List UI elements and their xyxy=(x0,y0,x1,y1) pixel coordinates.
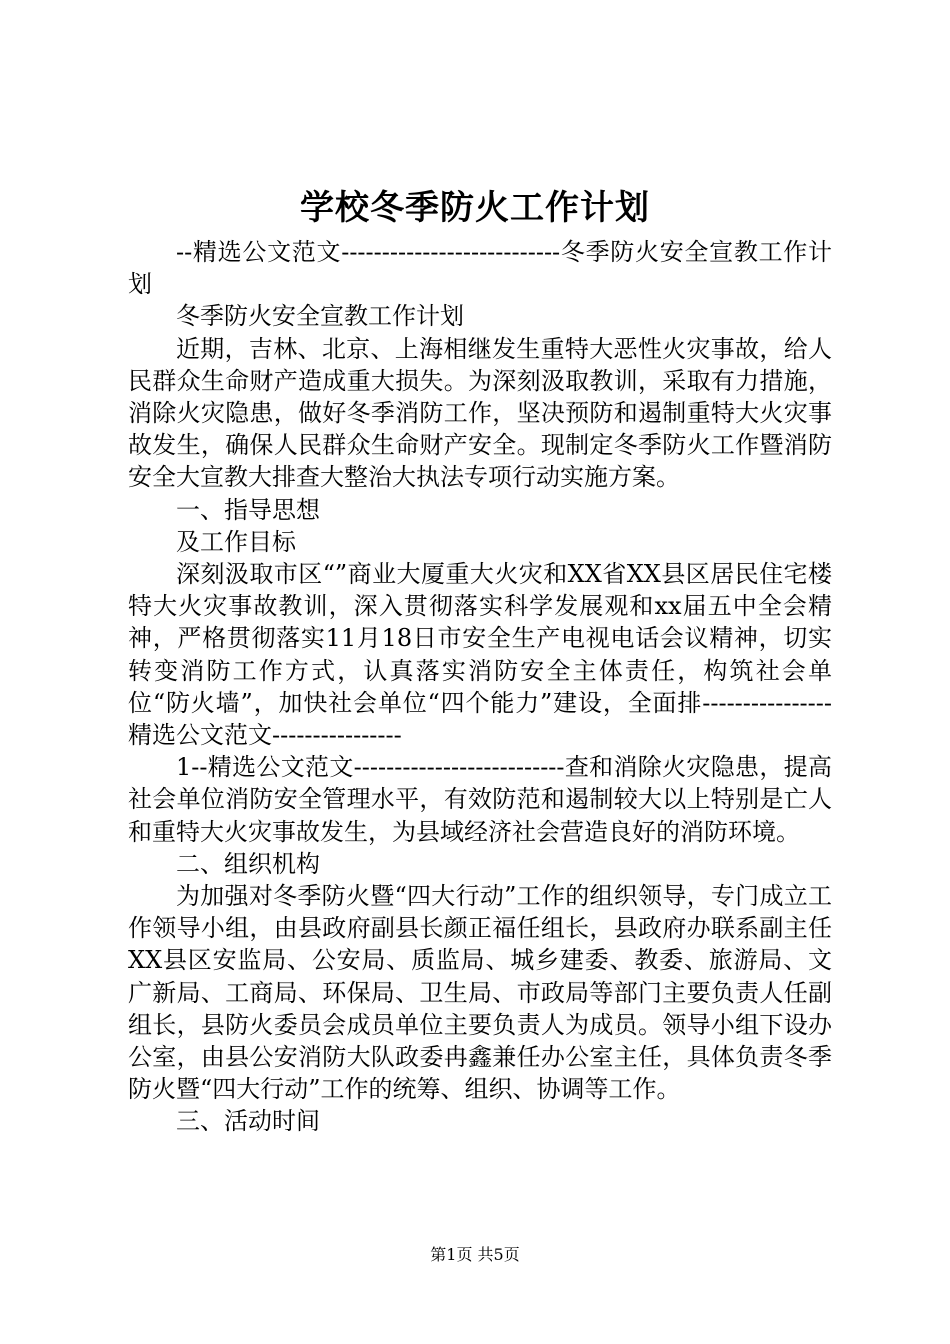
section-heading-2: 二、组织机构 xyxy=(176,849,320,878)
document-body xyxy=(128,236,832,1138)
section-heading-3: 三、活动时间 xyxy=(176,1107,320,1136)
guiding-ideology-continued-paragraph: 1--精选公文范文--------------------------查和消除火灾隐患，提高社会单位消防安全管理水平，有效防范和遏制较大以上特别是亡人和重特大火灾事故发生，为县域经济社会营造良好的消防环境。 xyxy=(128,753,832,846)
intro-paragraph: 近期，吉林、北京、上海相继发生重特大恶性火灾事故，给人民群众生命财产造成重大损失。为深刻汲取教训，采取有力措施，消除火灾隐患，做好冬季消防工作，坚决预防和遏制重特大火灾事故发生，确保人民群众生命财产安全。现制定冬季防火工作暨消防安全大宣教大排查大整治大执法专项行动实施方案。 xyxy=(128,334,832,492)
section-heading-1: 一、指导思想 xyxy=(176,495,320,524)
section-heading-1-continued: 及工作目标 xyxy=(176,527,296,556)
subtitle-paragraph: 冬季防火安全宣教工作计划 xyxy=(176,302,464,331)
guiding-ideology-paragraph: 深刻汲取市区“”商业大厦重大火灾和XX省XX县区居民住宅楼特大火灾事故教训，深入贯彻落实科学发展观和xx届五中全会精神，严格贯彻落实11月18日市安全生产电视电话会议精神，切实转变消防工作方式，认真落实消防安全主体责任，构筑社会单位“防火墙”，加快社会单位“四个能力”建设，全面排----------------精选公文范文---------------- xyxy=(128,560,832,750)
organization-paragraph: 为加强对冬季防火暨“四大行动”工作的组织领导，专门成立工作领导小组，由县政府副县长颜正福任组长，县政府办联系副主任XX县区安监局、公安局、质监局、城乡建委、教委、旅游局、文广新局、工商局、环保局、卫生局、市政局等部门主要负责人任副组长，县防火委员会成员单位主要负责人为成员。领导小组下设办公室，由县公安消防大队政委冉鑫兼任办公室主任，具体负责冬季防火暨“四大行动”工作的统筹、组织、协调等工作。 xyxy=(128,882,832,1104)
document-title: 学校冬季防火工作计划 xyxy=(300,188,650,228)
page-indicator: 第1页 共5页 xyxy=(430,1245,520,1264)
header-separator-line: --精选公文范文---------------------------冬季防火安全宣教工作计划 xyxy=(128,238,832,299)
